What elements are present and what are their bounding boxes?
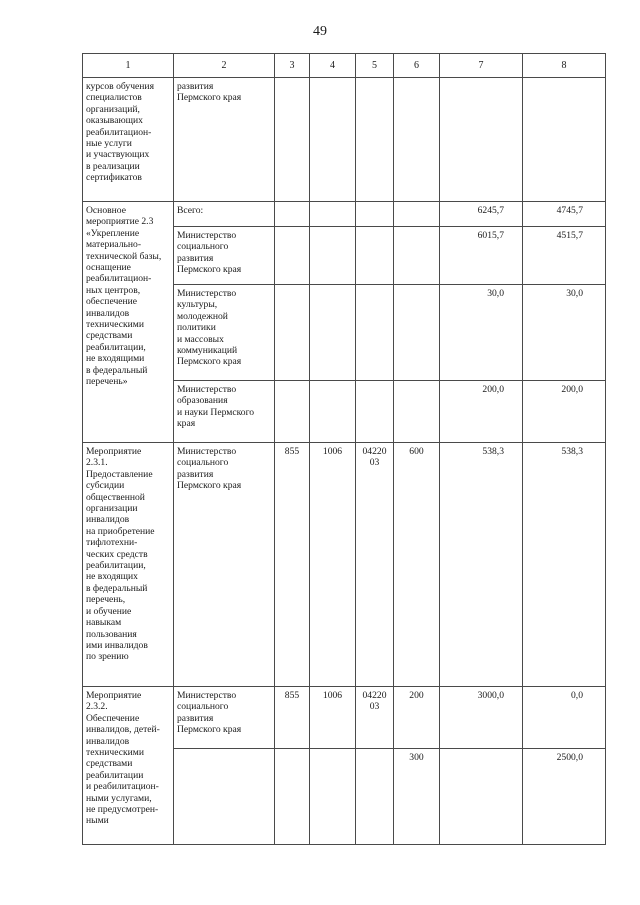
empty-cell [356, 381, 394, 443]
empty-cell [310, 227, 356, 285]
empty-cell [310, 78, 356, 202]
table-row [83, 78, 606, 202]
header-cell: 1 [83, 54, 174, 78]
table-row [83, 202, 606, 227]
empty-cell [394, 285, 440, 381]
empty-cell [275, 285, 310, 381]
amount-cell: 30,0 [523, 285, 606, 381]
code-cell: 200 [394, 687, 440, 749]
amount-cell: 2500,0 [523, 749, 606, 845]
empty-cell [174, 749, 275, 845]
amount-cell: 538,3 [440, 443, 523, 687]
empty-cell [440, 78, 523, 202]
executor-cell: Министерство социального развития Пермского края [174, 687, 275, 749]
empty-cell [356, 749, 394, 845]
amount-cell: 538,3 [523, 443, 606, 687]
empty-cell [394, 227, 440, 285]
budget-table [82, 53, 606, 845]
empty-cell [275, 202, 310, 227]
header-cell: 6 [394, 54, 440, 78]
empty-cell [394, 381, 440, 443]
executor-cell: Всего: [174, 202, 275, 227]
table-row [83, 687, 606, 749]
empty-cell [310, 202, 356, 227]
empty-cell [356, 227, 394, 285]
table-row [83, 443, 606, 687]
empty-cell [356, 202, 394, 227]
code-cell: 04220 03 [356, 687, 394, 749]
executor-cell: Министерство культуры, молодежной политики и массовых коммуникаций Пермского края [174, 285, 275, 381]
code-cell: 855 [275, 443, 310, 687]
executor-cell: Министерство социального развития Пермского края [174, 227, 275, 285]
code-cell: 1006 [310, 687, 356, 749]
code-cell: 600 [394, 443, 440, 687]
empty-cell [440, 749, 523, 845]
empty-cell [523, 78, 606, 202]
table-header-row [83, 54, 606, 78]
amount-cell: 3000,0 [440, 687, 523, 749]
empty-cell [310, 381, 356, 443]
empty-cell [394, 78, 440, 202]
header-cell: 5 [356, 54, 394, 78]
amount-cell: 200,0 [440, 381, 523, 443]
activity-cell: Мероприятие 2.3.2. Обеспечение инвалидов, детей- инвалидов техническими средствами реабилитации и реабилитацион- ными услугами, не предусмотрен- ными [83, 687, 174, 845]
amount-cell: 30,0 [440, 285, 523, 381]
activity-cell: Мероприятие 2.3.1. Предоставление субсидии общественной организации инвалидов на приобретение тифлотехни- ческих средств реабилитации, не входящих в федеральный перечень, и обучение навыкам пользования ими инвалидов по зрению [83, 443, 174, 687]
activity-cell: курсов обучения специалистов организаций, оказывающих реабилитацион- ные услуги и участвующих в реализации сертификатов [83, 78, 174, 202]
amount-cell: 6015,7 [440, 227, 523, 285]
empty-cell [310, 285, 356, 381]
empty-cell [275, 381, 310, 443]
empty-cell [356, 78, 394, 202]
header-cell: 8 [523, 54, 606, 78]
code-cell: 300 [394, 749, 440, 845]
header-cell: 2 [174, 54, 275, 78]
empty-cell [275, 78, 310, 202]
code-cell: 1006 [310, 443, 356, 687]
amount-cell: 200,0 [523, 381, 606, 443]
header-cell: 4 [310, 54, 356, 78]
code-cell: 855 [275, 687, 310, 749]
empty-cell [394, 202, 440, 227]
empty-cell [275, 749, 310, 845]
empty-cell [310, 749, 356, 845]
amount-cell: 6245,7 [440, 202, 523, 227]
amount-cell: 4745,7 [523, 202, 606, 227]
executor-cell: развития Пермского края [174, 78, 275, 202]
amount-cell: 4515,7 [523, 227, 606, 285]
executor-cell: Министерство образования и науки Пермского края [174, 381, 275, 443]
activity-cell: Основное мероприятие 2.3 «Укрепление материально- технической базы, оснащение реабилитацион- ных центров, обеспечение инвалидов техническими средствами реабилитации, не входящими в федеральный перечень» [83, 202, 174, 443]
amount-cell: 0,0 [523, 687, 606, 749]
executor-cell: Министерство социального развития Пермского края [174, 443, 275, 687]
code-cell: 04220 03 [356, 443, 394, 687]
empty-cell [275, 227, 310, 285]
empty-cell [356, 285, 394, 381]
header-cell: 7 [440, 54, 523, 78]
header-cell: 3 [275, 54, 310, 78]
page-number: 49 [313, 24, 327, 39]
